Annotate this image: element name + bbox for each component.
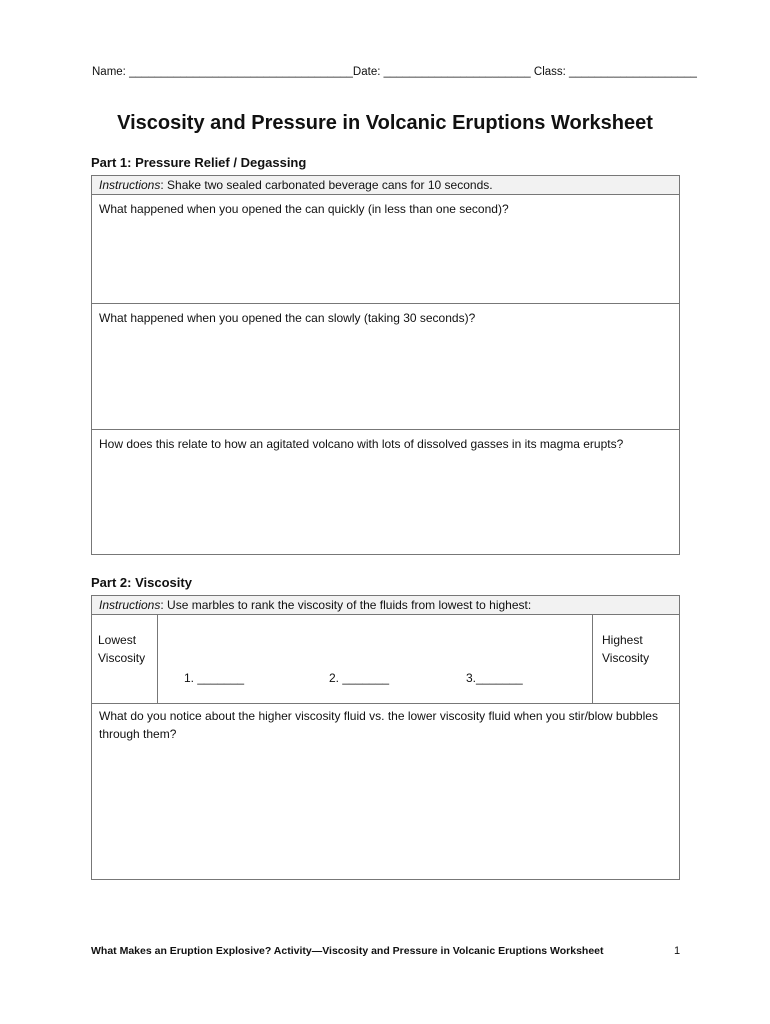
highest-label-line-1: Highest	[602, 633, 643, 647]
part1-question-2-text: What happened when you opened the can slowly (taking 30 seconds)?	[99, 311, 476, 325]
page-title: Viscosity and Pressure in Volcanic Eruptions Worksheet	[117, 112, 653, 134]
rank-slot-2[interactable]: 2. _______	[329, 671, 390, 685]
rank-slot-1[interactable]: 1. _______	[184, 671, 245, 685]
part1-instructions-row	[92, 176, 679, 195]
part1-question-2[interactable]	[92, 304, 679, 430]
part1-question-3-text: How does this relate to how an agitated volcano with lots of dissolved gasses in its magma erupts?	[99, 437, 624, 451]
part1-instructions-label: Instructions	[99, 178, 161, 192]
part2-question-text: What do you notice about the higher viscosity fluid vs. the lower viscosity fluid when you stir/blow bubbles through them?	[99, 709, 658, 741]
part1-question-1-text: What happened when you opened the can quickly (in less than one second)?	[99, 202, 509, 216]
part2-instructions-text: : Use marbles to rank the viscosity of the fluids from lowest to highest:	[160, 598, 532, 612]
part2-heading: Part 2: Viscosity	[91, 575, 192, 590]
part1-table	[91, 175, 680, 555]
part2-question[interactable]	[92, 704, 679, 879]
part1-question-3[interactable]	[92, 430, 679, 554]
lowest-label-line-2: Viscosity	[98, 651, 146, 665]
lowest-label-line-1: Lowest	[98, 633, 137, 647]
part2-instructions-row	[92, 596, 679, 615]
highest-viscosity-label	[592, 615, 679, 703]
part2-instructions-label: Instructions	[99, 598, 161, 612]
rank-slot-3[interactable]: 3._______	[466, 671, 523, 685]
highest-label-line-2: Viscosity	[602, 651, 650, 665]
footer-text: What Makes an Eruption Explosive? Activity—Viscosity and Pressure in Volcanic Eruptions Worksheet	[91, 945, 604, 957]
viscosity-ranking-row	[92, 615, 679, 704]
part1-heading: Part 1: Pressure Relief / Degassing	[91, 155, 307, 170]
page-number: 1	[674, 945, 681, 957]
header-fields-line: Name: ___________________________________Date: _______________________ Class: ____________________	[92, 66, 697, 78]
part1-instructions-text: : Shake two sealed carbonated beverage cans for 10 seconds.	[160, 178, 493, 192]
lowest-viscosity-label	[92, 615, 158, 703]
part2-table	[91, 595, 680, 880]
part1-question-1[interactable]	[92, 195, 679, 304]
